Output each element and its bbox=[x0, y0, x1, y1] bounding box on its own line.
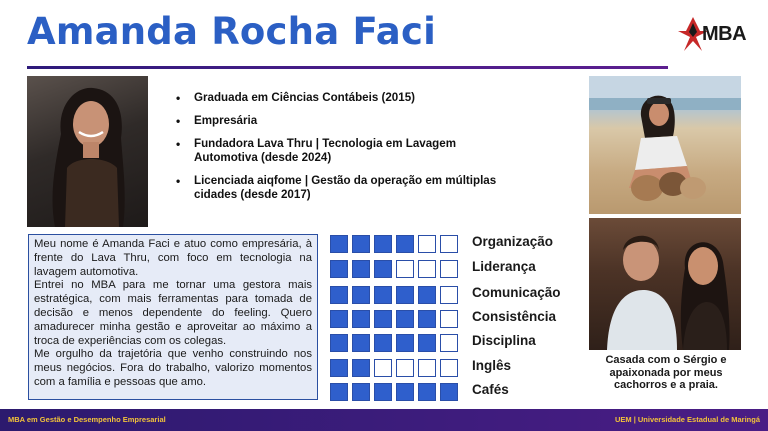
mba-logo bbox=[678, 15, 752, 53]
rating-cell-filled bbox=[418, 310, 436, 328]
skill-label: Liderança bbox=[472, 259, 536, 274]
rating-cell-filled bbox=[396, 334, 414, 352]
rating-cell-empty bbox=[440, 359, 458, 377]
profile-portrait-image bbox=[27, 76, 148, 227]
highlight-item: • Empresária bbox=[176, 114, 258, 128]
rating-cell-empty bbox=[396, 359, 414, 377]
bullet-icon: • bbox=[176, 174, 181, 188]
rating-cell-filled bbox=[374, 260, 392, 278]
beach-dogs-image bbox=[589, 76, 741, 214]
rating-cell-empty bbox=[396, 260, 414, 278]
rating-cell-filled bbox=[418, 286, 436, 304]
skill-label: Cafés bbox=[472, 382, 509, 397]
rating-cell-filled bbox=[330, 286, 348, 304]
logo-text: MBA bbox=[702, 23, 747, 45]
rating-cell-filled bbox=[374, 383, 392, 401]
skill-label: Comunicação bbox=[472, 285, 561, 300]
rating-cell-filled bbox=[352, 235, 370, 253]
bio-paragraph: Meu nome é Amanda Faci e atuo como empresária, à frente do Lava Thru, com foco em tecnologia na lavagem automotiva. bbox=[34, 238, 312, 278]
footer-program-name: MBA em Gestão e Desempenho Empresarial bbox=[8, 415, 166, 424]
highlight-item: • Fundadora Lava Thru | Tecnologia em Lavagem Automotiva (desde 2024) bbox=[176, 137, 457, 164]
rating-cell-empty bbox=[440, 235, 458, 253]
rating-cell-filled bbox=[330, 334, 348, 352]
rating-cell-filled bbox=[330, 235, 348, 253]
rating-cell-filled bbox=[374, 286, 392, 304]
rating-cell-filled bbox=[418, 334, 436, 352]
highlights-list bbox=[172, 91, 502, 211]
rating-cell-filled bbox=[352, 359, 370, 377]
rating-cell-empty bbox=[418, 235, 436, 253]
beach-photo bbox=[589, 76, 741, 214]
title-divider bbox=[27, 66, 668, 69]
profile-photo bbox=[27, 76, 148, 227]
photo-caption: Casada com o Sérgio e apaixonada por meus cachorros e a praia. bbox=[605, 354, 727, 391]
skill-label: Disciplina bbox=[472, 333, 536, 348]
rating-cell-filled bbox=[440, 383, 458, 401]
rating-cell-filled bbox=[330, 383, 348, 401]
rating-cell-filled bbox=[352, 334, 370, 352]
rating-cell-filled bbox=[374, 235, 392, 253]
rating-cell-filled bbox=[352, 310, 370, 328]
rating-cell-filled bbox=[352, 260, 370, 278]
rating-cell-filled bbox=[352, 286, 370, 304]
rating-cell-filled bbox=[330, 260, 348, 278]
rating-cell-empty bbox=[418, 359, 436, 377]
rating-cell-filled bbox=[374, 334, 392, 352]
rating-cell-filled bbox=[396, 286, 414, 304]
bio-paragraph: Me orgulho da trajetória que venho construindo nos meus negócios. Fora do trabalho, valorizo momentos com a família e pessoas que amo. bbox=[34, 348, 312, 388]
highlight-item: • Licenciada aiqfome | Gestão da operação em múltiplas cidades (desde 2017) bbox=[176, 174, 497, 201]
rating-cell-empty bbox=[440, 286, 458, 304]
rating-cell-filled bbox=[330, 359, 348, 377]
rating-cell-filled bbox=[330, 310, 348, 328]
footer-bar bbox=[0, 409, 768, 431]
rating-cell-filled bbox=[374, 310, 392, 328]
rating-cell-filled bbox=[396, 310, 414, 328]
footer-university-name: UEM | Universidade Estadual de Maringá bbox=[614, 415, 760, 424]
skill-label: Inglês bbox=[472, 358, 512, 373]
rating-cell-filled bbox=[396, 383, 414, 401]
rating-cell-empty bbox=[440, 260, 458, 278]
bio-text-box bbox=[28, 234, 318, 400]
rating-cell-empty bbox=[440, 310, 458, 328]
highlight-item: • Graduada em Ciências Contábeis (2015) bbox=[176, 91, 416, 105]
couple-image bbox=[589, 218, 741, 350]
rating-cell-filled bbox=[352, 383, 370, 401]
rating-cell-filled bbox=[396, 235, 414, 253]
bullet-icon: • bbox=[176, 91, 181, 105]
rating-cell-empty bbox=[418, 260, 436, 278]
couple-photo bbox=[589, 218, 741, 350]
skill-label: Consistência bbox=[472, 309, 557, 324]
bio-paragraph: Entrei no MBA para me tornar uma gestora mais estratégica, com mais ferramentas para tomada de decisão e menos dependente do feeling. Quero amadurecer minha gestão e aproveitar ao máximo a troca de experiências com os colegas. bbox=[34, 279, 312, 347]
skill-label: Organização bbox=[472, 234, 554, 249]
bullet-icon: • bbox=[176, 114, 181, 128]
rating-cell-filled bbox=[418, 383, 436, 401]
rating-cell-empty bbox=[440, 334, 458, 352]
bullet-icon: • bbox=[176, 137, 181, 151]
page-title: Amanda Rocha Faci bbox=[27, 10, 436, 53]
rating-cell-empty bbox=[374, 359, 392, 377]
